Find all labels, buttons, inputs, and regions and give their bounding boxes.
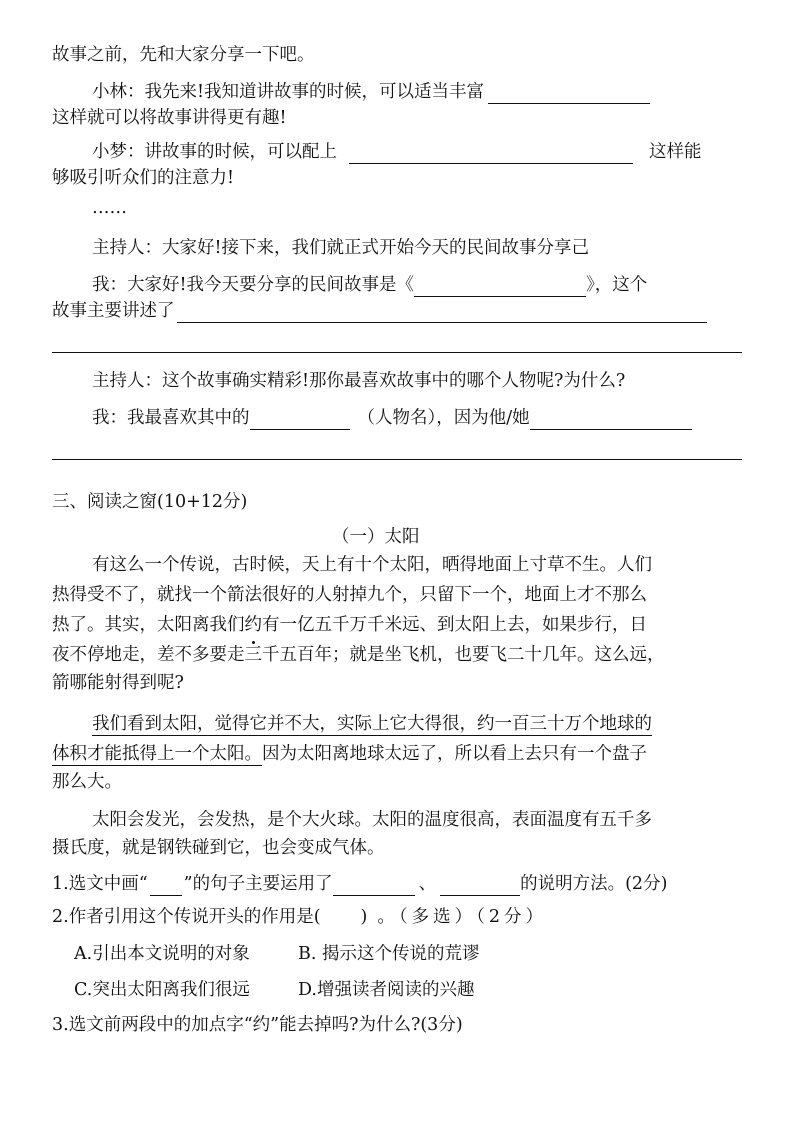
xiaomeng-line — [92, 140, 702, 164]
question-1 — [52, 872, 667, 896]
passage-line — [52, 742, 647, 766]
passage-title: （一）太阳 — [332, 527, 420, 547]
answer-blank[interactable] — [333, 875, 415, 896]
character-name-blank[interactable] — [250, 409, 350, 430]
xiaolin-line — [92, 80, 650, 104]
section-heading: 三、阅读之窗(10+12分) — [52, 492, 248, 512]
me-text: 我：我最喜欢其中的 — [92, 408, 250, 428]
option-b[interactable]: B. 揭示这个传说的荒谬 — [298, 944, 480, 964]
answer-blank[interactable] — [440, 875, 520, 896]
answer-blank[interactable] — [177, 302, 707, 323]
answer-line[interactable] — [52, 459, 742, 460]
passage-text: 有一亿五千万千米远、到太阳上去，如果步行，日 — [262, 615, 647, 635]
me-text-end: （人物名），因为他/她 — [357, 408, 530, 428]
dotted-char: 约 — [244, 615, 262, 635]
me-line — [92, 273, 647, 297]
text-line: 故事之前，先和大家分享一下吧。 — [52, 45, 315, 65]
me-line — [92, 406, 692, 430]
underlined-sentence: 我们看到太阳，觉得它并不大，实际上它大得很，约一百三十万个地球的 — [92, 714, 652, 734]
me-text: 故事主要讲述了 — [52, 301, 175, 321]
passage-line: 摄氏度，就是钢铁碰到它，也会变成气体。 — [52, 838, 385, 858]
underlined-sentence: 体积才能抵得上一个太阳。 — [52, 744, 262, 764]
question-text: 、 — [418, 874, 437, 894]
question-3: 3.选文前两段中的加点字“约”能去掉吗?为什么?(3分) — [52, 1015, 463, 1035]
option-d[interactable]: D.增强读者阅读的兴趣 — [298, 980, 475, 1000]
text-line: 这样就可以将故事讲得更有趣! — [52, 108, 287, 128]
me-line-2 — [52, 299, 707, 323]
passage-text: 热了。其实，太阳离我们 — [52, 615, 245, 635]
passage-text: 因为太阳离地球太远了，所以看上去只有一个盘子 — [262, 744, 647, 764]
me-text-end: 》，这个 — [586, 275, 648, 295]
xiaomeng-text-end: 这样能 — [649, 142, 702, 162]
passage-line: 太阳会发光，会发热，是个大火球。太阳的温度很高，表面温度有五千多 — [92, 810, 652, 830]
me-text: 我：大家好!我今天要分享的民间故事是《 — [92, 275, 415, 295]
question-2 — [52, 905, 547, 929]
passage-line: 夜不停地走，差不多要走三千五百年；就是坐飞机，也要飞二十几年。这么远， — [52, 645, 665, 665]
question-text: 的说明方法。(2分) — [520, 874, 668, 894]
answer-blank[interactable] — [530, 409, 692, 430]
option-a[interactable]: A.引出本文说明的对象 — [74, 944, 250, 964]
question-text: 。（多选）（2分） — [377, 907, 547, 927]
passage-line — [52, 613, 647, 637]
option-c[interactable]: C.突出太阳离我们很远 — [74, 980, 250, 1000]
question-text: ”的句子主要运用了 — [183, 874, 333, 894]
ellipsis: …… — [92, 198, 127, 218]
passage-line — [92, 712, 652, 736]
text-line: 够吸引听众们的注意力! — [52, 168, 235, 188]
host-line: 主持人：这个故事确实精彩!那你最喜欢故事中的哪个人物呢?为什么? — [92, 371, 626, 391]
host-line: 主持人：大家好!接下来，我们就正式开始今天的民间故事分享己 — [92, 238, 590, 258]
question-text: 1.选文中画“ — [52, 874, 148, 894]
passage-line: 有这么一个传说，古时候，天上有十个太阳，晒得地面上寸草不生。人们 — [92, 555, 652, 575]
passage-line: 箭哪能射得到呢? — [52, 673, 184, 693]
xiaomeng-text: 小梦：讲故事的时候，可以配上 — [92, 142, 337, 162]
answer-line[interactable] — [52, 352, 742, 353]
passage-line: 那么大。 — [52, 772, 122, 792]
question-text: 2.作者引用这个传说开头的作用是( — [52, 907, 321, 927]
question-text: ) — [360, 907, 368, 927]
answer-blank[interactable] — [349, 143, 633, 164]
xiaolin-text: 小林：我先来!我知道讲故事的时候，可以适当丰富 — [92, 82, 485, 102]
underline-sample — [150, 875, 182, 896]
story-title-blank[interactable] — [414, 276, 586, 297]
answer-blank[interactable] — [488, 83, 650, 104]
passage-line: 热得受不了，就找一个箭法很好的人射掉九个，只留下一个，地面上才不那么 — [52, 585, 647, 605]
